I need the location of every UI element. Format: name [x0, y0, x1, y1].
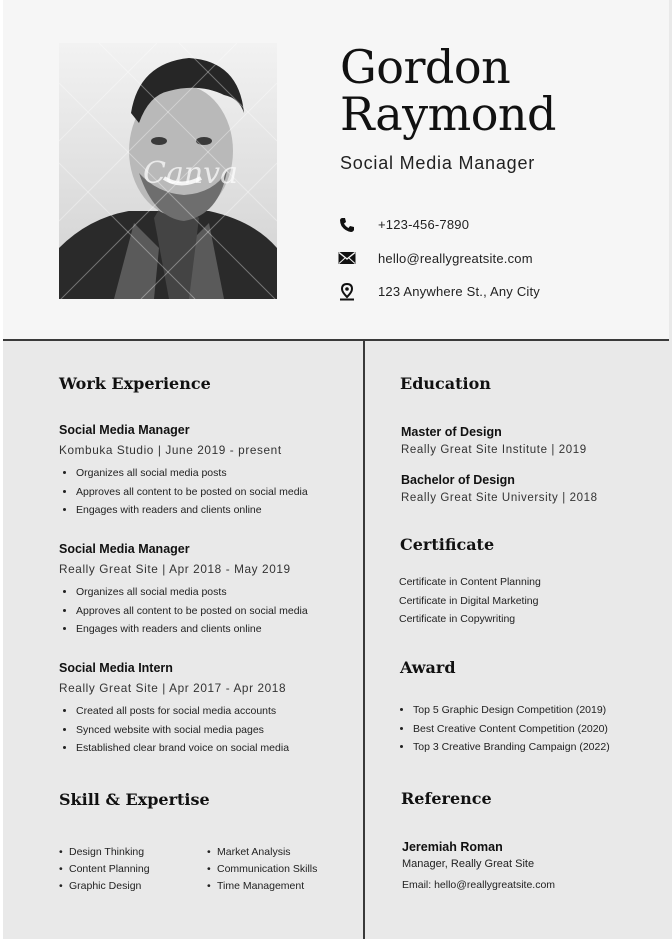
contact-email: [338, 242, 540, 276]
job-meta: Really Great Site | Apr 2018 - May 2019: [59, 562, 291, 576]
award-item: • Best Creative Content Competition (2020): [413, 720, 610, 739]
skill-item: • Content Planning: [69, 861, 207, 878]
contact-email-text: hello@reallygreatsite.com: [378, 250, 533, 266]
profile-photo: [59, 43, 277, 299]
award-list: [400, 701, 610, 757]
education-degree: Bachelor of Design: [401, 473, 515, 487]
skills-list: [59, 844, 317, 895]
contact-phone: [338, 208, 540, 242]
education-degree: Master of Design: [401, 425, 502, 439]
work-experience-heading: Work Experience: [59, 374, 211, 393]
certificate-list: [399, 573, 541, 629]
certificate-item: Certificate in Content Planning: [399, 576, 541, 588]
job-bullets: [59, 583, 349, 639]
email-icon: [338, 249, 356, 267]
award-item: • Top 5 Graphic Design Competition (2019): [413, 701, 610, 720]
job-bullet: • Engages with readers and clients online: [76, 501, 349, 520]
phone-icon: [338, 216, 356, 234]
award-bullets: [400, 701, 610, 757]
contact-list: [338, 208, 540, 309]
education-school: Really Great Site Institute | 2019: [401, 444, 587, 456]
job-meta: Kombuka Studio | June 2019 - present: [59, 443, 282, 457]
contact-address-text: 123 Anywhere St., Any City: [378, 284, 541, 300]
skills-column: [207, 844, 317, 895]
education-school: Really Great Site University | 2018: [401, 492, 598, 504]
skills-column: [59, 844, 207, 895]
watermark-text: Canva: [143, 156, 238, 191]
certificate-item: Certificate in Digital Marketing: [399, 594, 539, 607]
last-name: Raymond: [340, 87, 556, 141]
job-bullet: • Engages with readers and clients online: [76, 620, 349, 639]
skills-heading: Skill & Expertise: [59, 790, 210, 809]
location-icon: [338, 283, 356, 301]
education-heading: Education: [400, 374, 491, 393]
job-bullets: [59, 702, 349, 758]
job-role: Social Media Manager: [59, 542, 190, 556]
reference-heading: Reference: [401, 789, 492, 808]
contact-address: [338, 275, 540, 309]
skill-item: • Time Management: [217, 878, 317, 895]
job-entry: [59, 661, 349, 758]
job-bullet: • Established clear brand voice on social media: [76, 739, 349, 758]
job-bullet: • Created all posts for social media accounts: [76, 702, 349, 721]
reference-name: Jeremiah Roman: [402, 840, 503, 854]
first-name: Gordon: [340, 40, 511, 94]
job-bullet: • Organizes all social media posts: [76, 464, 349, 483]
award-item: • Top 3 Creative Branding Campaign (2022): [413, 738, 610, 757]
skill-item: • Market Analysis: [217, 844, 317, 861]
education-entry: [401, 425, 587, 456]
contact-phone-text: +123-456-7890: [378, 217, 470, 233]
certificate-heading: Certificate: [400, 535, 495, 554]
job-role: Social Media Intern: [59, 661, 173, 675]
skill-item: • Graphic Design: [69, 878, 207, 895]
job-bullet: • Organizes all social media posts: [76, 583, 349, 602]
award-heading: Award: [400, 658, 456, 677]
certificate-item: Certificate in Copywriting: [399, 613, 516, 625]
job-entry: [59, 542, 349, 639]
job-bullet: • Approves all content to be posted on social media: [76, 483, 349, 502]
candidate-name: [340, 40, 556, 141]
reference-entry: [402, 840, 555, 891]
education-entry: [401, 473, 598, 504]
candidate-title: Social Media Manager: [340, 153, 536, 173]
reference-email: Email: hello@reallygreatsite.com: [402, 879, 556, 891]
horizontal-divider: [3, 339, 669, 341]
job-bullet: • Synced website with social media pages: [76, 721, 349, 740]
reference-role: Manager, Really Great Site: [402, 858, 535, 870]
job-entry: [59, 423, 349, 520]
skill-item: • Communication Skills: [217, 861, 317, 878]
job-bullet: • Approves all content to be posted on social media: [76, 602, 349, 621]
skill-item: • Design Thinking: [69, 844, 207, 861]
vertical-divider: [363, 341, 365, 939]
job-role: Social Media Manager: [59, 423, 190, 437]
job-meta: Really Great Site | Apr 2017 - Apr 2018: [59, 681, 287, 695]
job-bullets: [59, 464, 349, 520]
